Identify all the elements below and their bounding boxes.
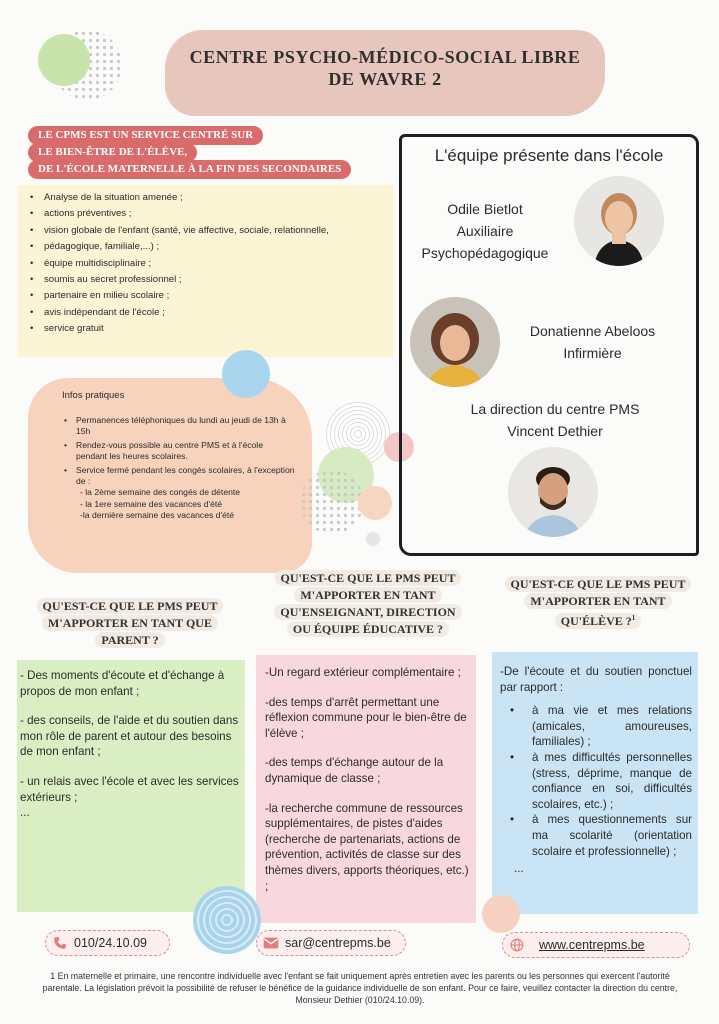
decorative-circle-peach-bottom [482, 895, 520, 933]
services-list [18, 190, 404, 338]
title-text: QU'ÉLÈVE ? [560, 614, 632, 628]
list-item: • équipe multidisciplinaire ; [44, 256, 404, 272]
avatar [574, 176, 664, 266]
list-item: • à mes questionnements sur ma scolarité (orientation scolaire et professionnelle) ; [532, 812, 692, 859]
question-parent-title [20, 598, 240, 649]
decorative-dots-mid [300, 470, 364, 534]
title-line: QU'EST-CE QUE LE PMS PEUT [37, 598, 224, 614]
sub-item: -la dernière semaine des vacances d'été [80, 510, 235, 521]
decorative-circle-green [38, 34, 90, 86]
decorative-circle-peach [358, 486, 392, 520]
list-item: • Rendez-vous possible au centre PMS et à l'école pendant les heures scolaires. [76, 440, 296, 463]
avatar [410, 297, 500, 387]
team-title: L'équipe présente dans l'école [434, 146, 664, 165]
globe-icon [503, 938, 531, 952]
paragraph: -la recherche commune de ressources supplémentaires, de pistes d'aides (recherche de partenariats, actions de prévention, activités de classe sur des thèmes divers, apports théoriques, etc.) ; [265, 801, 469, 893]
member-name: Donatienne Abeloos [529, 323, 656, 339]
teacher-content [265, 665, 470, 908]
question-teacher-title [258, 570, 478, 638]
footnote: 1 En maternelle et primaire, une rencontre individuelle avec l'enfant se fait uniquement après entretien avec les parents ou les personnes qui exercent l'autorité parentale. La législation prévoit la possibilité de refuser le bénéfice de la guidance individuelle de son enfant. Pour ce faire, veuillez contacter la direction du centre, Monsieur Dethier (010/24.10.09). [42, 971, 678, 1005]
member-role: Infirmière [563, 345, 622, 361]
email-address: sar@centrepms.be [285, 936, 391, 950]
list-item: • service gratuit [44, 321, 404, 337]
decorative-concentric-blue [193, 886, 261, 954]
website-contact[interactable] [502, 932, 690, 958]
title-line: M'APPORTER EN TANT [294, 587, 441, 603]
list-item: • à mes difficultés personnelles (stress, déprime, manque de confiance en soi, difficultés scolaires, etc.) ; [532, 750, 692, 812]
title-line [555, 613, 642, 629]
list-item: • vision globale de l'enfant (santé, vie affective, sociale, relationnelle, [44, 223, 404, 239]
list-item: • Permanences téléphoniques du lundi au jeudi de 13h à 15h [76, 415, 296, 438]
paragraph: - des conseils, de l'aide et du soutien dans mon rôle de parent et autour des besoins de mon enfant ; [20, 714, 239, 759]
member-donatienne [505, 320, 680, 364]
mail-icon [257, 937, 285, 949]
parent-content [20, 668, 240, 835]
member-role: La direction du centre PMS [470, 401, 640, 417]
title-line: M'APPORTER EN TANT [524, 593, 671, 609]
list-item-continuation [44, 239, 404, 255]
decorative-circle-blue [222, 350, 270, 398]
list-item: • partenaire en milieu scolaire ; [44, 288, 404, 304]
title-line: OU ÉQUIPE ÉDUCATIVE ? [287, 621, 449, 637]
sub-item: - la 2ème semaine des congés de détente [80, 487, 241, 498]
sub-item: - la 1ere semaine des vacances d'été [80, 498, 223, 509]
title-line-2: DE WAVRE 2 [328, 69, 442, 89]
member-name: Odile Bietlot [447, 201, 523, 217]
intro-line-3: DE L'ÉCOLE MATERNELLE À LA FIN DES SECONDAIRES [28, 160, 351, 179]
person-icon [574, 176, 664, 266]
paragraph: -Un regard extérieur complémentaire ; [265, 666, 461, 679]
student-list [500, 703, 692, 859]
question-student-title [493, 576, 703, 630]
member-name: Vincent Dethier [507, 423, 603, 439]
person-icon [410, 297, 500, 387]
member-vincent [440, 398, 670, 442]
intro-line-1: LE CPMS EST UN SERVICE CENTRÉ SUR [28, 126, 263, 145]
list-item: • Analyse de la situation amenée ; [44, 190, 404, 206]
infos-list [62, 415, 296, 524]
title-line: QU'EST-CE QUE LE PMS PEUT [505, 576, 692, 592]
phone-number: 010/24.10.09 [74, 936, 147, 950]
paragraph: - un relais avec l'école et avec les services extérieurs ; [20, 774, 239, 804]
list-item-text: pédagogique, familiale,...) ; [44, 241, 160, 253]
title-line: QU'ENSEIGNANT, DIRECTION [274, 604, 461, 620]
paragraph: -des temps d'arrêt permettant une réflexion commune pour le bien-être de l'élève ; [265, 695, 467, 740]
title-line: PARENT ? [95, 632, 164, 648]
title-line-1: CENTRE PSYCHO-MÉDICO-SOCIAL LIBRE [189, 47, 581, 67]
infos-title: Infos pratiques [62, 390, 125, 401]
page-title [165, 46, 605, 90]
paragraph: - Des moments d'écoute et d'échange à propos de mon enfant ; [20, 669, 225, 698]
phone-contact[interactable] [45, 930, 170, 956]
member-role: Psychopédagogique [421, 245, 549, 261]
paragraph: -des temps d'échange autour de la dynamique de classe ; [265, 756, 444, 785]
list-item [76, 465, 296, 522]
avatar [508, 447, 598, 537]
list-item-text: Service fermé pendant les congés scolaires, à l'exception de : [76, 464, 295, 487]
paragraph: -De l'écoute et du soutien ponctuel par rapport : [500, 665, 692, 694]
list-item: • à ma vie et mes relations (amicales, amoureuses, familiales) ; [532, 703, 692, 750]
paragraph: ... [514, 862, 524, 876]
list-item: • soumis au secret professionnel ; [44, 272, 404, 288]
website-link[interactable]: www.centrepms.be [539, 938, 645, 952]
student-content [500, 664, 692, 891]
title-line: M'APPORTER EN TANT QUE [42, 615, 218, 631]
list-item: • avis indépendant de l'école ; [44, 305, 404, 321]
phone-icon [46, 936, 74, 950]
person-icon [508, 447, 598, 537]
decorative-circle-small [366, 532, 380, 546]
footnote-ref: 1 [631, 614, 636, 622]
title-line: QU'EST-CE QUE LE PMS PEUT [275, 570, 462, 586]
list-item: • actions préventives ; [44, 206, 404, 222]
intro-line-2: LE BIEN-ÊTRE DE L'ÉLÈVE, [28, 143, 197, 162]
paragraph: ... [20, 806, 30, 820]
member-role: Auxiliaire [456, 223, 514, 239]
member-odile [405, 198, 565, 264]
email-contact[interactable] [256, 930, 406, 956]
